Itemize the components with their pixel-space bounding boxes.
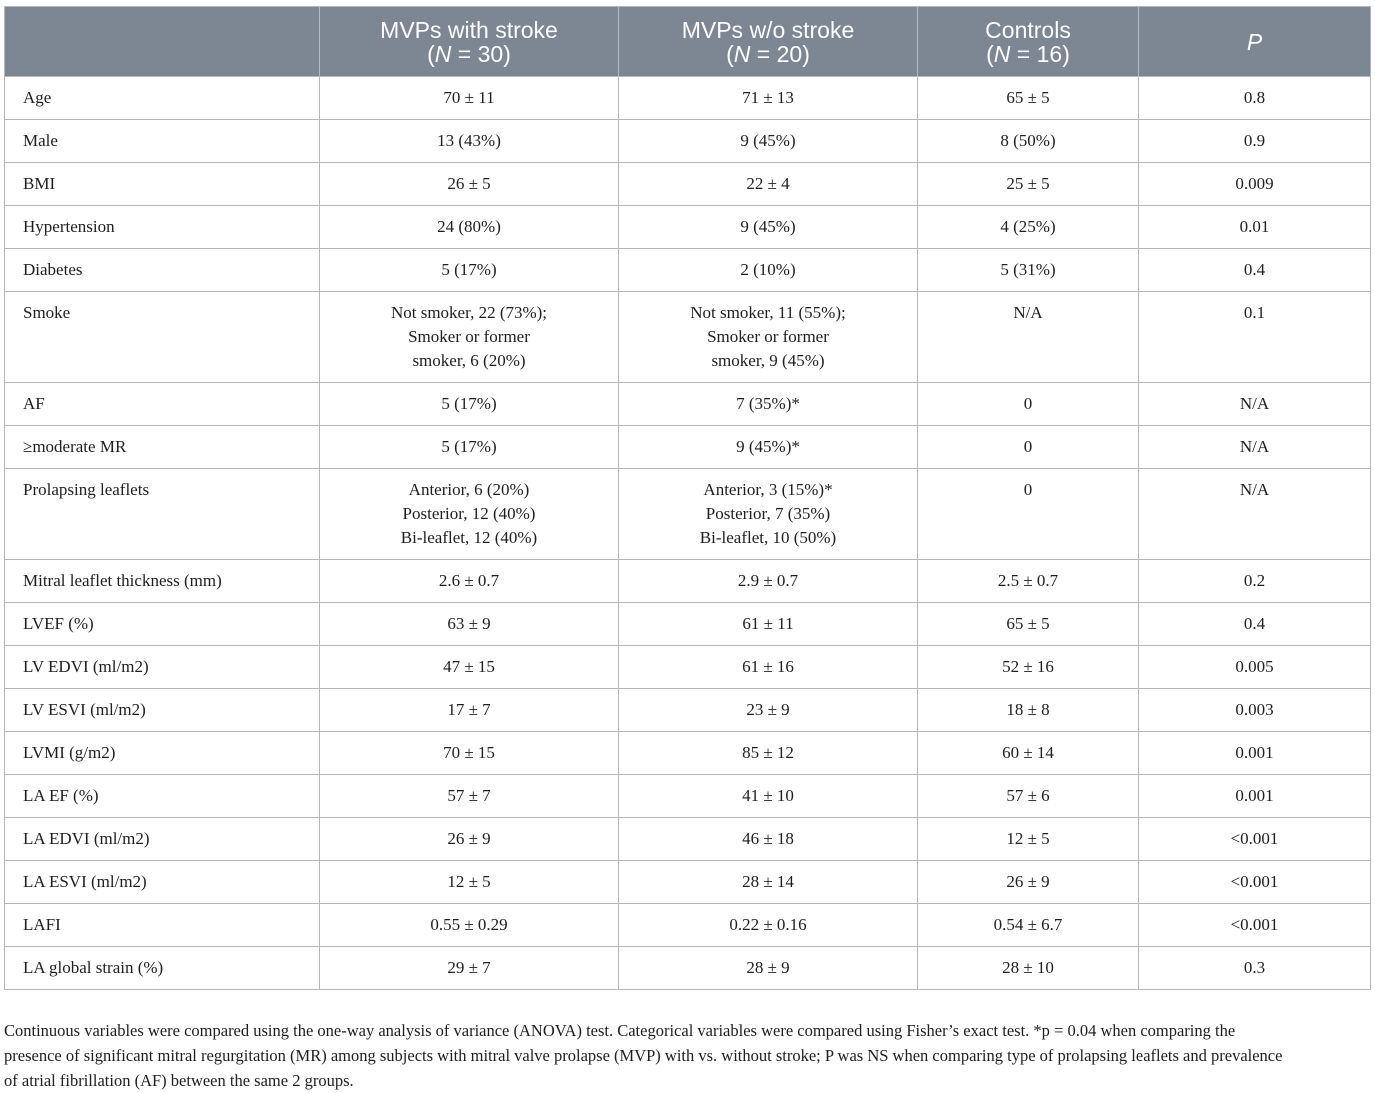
- table-container: [4, 6, 1370, 990]
- cell-controls: 52 ± 16: [918, 646, 1139, 689]
- cell-mvps-without-stroke: 61 ± 11: [619, 603, 918, 646]
- cell-controls: 12 ± 5: [918, 818, 1139, 861]
- cell-line: Smoker or former: [707, 327, 829, 346]
- cell-line: Bi-leaflet, 12 (40%): [400, 528, 538, 547]
- row-label: BMI: [5, 163, 320, 206]
- cell-line: Not smoker, 22 (73%);: [390, 303, 548, 322]
- cell-mvps-without-stroke: 28 ± 9: [619, 947, 918, 990]
- cell-mvps-with-stroke: [320, 292, 619, 383]
- cell-controls: 2.5 ± 0.7: [918, 560, 1139, 603]
- row-label: LA global strain (%): [5, 947, 320, 990]
- cell-line: smoker, 6 (20%): [412, 351, 526, 370]
- cell-p-value: N/A: [1139, 383, 1371, 426]
- cell-mvps-without-stroke: [619, 292, 918, 383]
- cell-mvps-without-stroke: 9 (45%)*: [619, 426, 918, 469]
- cell-mvps-without-stroke: 46 ± 18: [619, 818, 918, 861]
- row-label: ≥moderate MR: [5, 426, 320, 469]
- cell-controls: 4 (25%): [918, 206, 1139, 249]
- row-label: Smoke: [5, 292, 320, 383]
- cell-mvps-with-stroke: 70 ± 15: [320, 732, 619, 775]
- cell-mvps-without-stroke: [619, 469, 918, 560]
- cell-mvps-without-stroke: 2 (10%): [619, 249, 918, 292]
- cell-mvps-with-stroke: 24 (80%): [320, 206, 619, 249]
- cell-mvps-without-stroke: 61 ± 16: [619, 646, 918, 689]
- table-row: [5, 904, 1371, 947]
- row-label: Hypertension: [5, 206, 320, 249]
- cell-mvps-without-stroke: 41 ± 10: [619, 775, 918, 818]
- cell-mvps-with-stroke: 5 (17%): [320, 249, 619, 292]
- cell-controls: 0: [918, 426, 1139, 469]
- cell-p-value: <0.001: [1139, 861, 1371, 904]
- table-row: [5, 689, 1371, 732]
- row-label: LVMI (g/m2): [5, 732, 320, 775]
- footnote-line: Continuous variables were compared using the one-way analysis of variance (ANOVA) test. Categorical variables were compared using Fisher’s exact test. *p = 0.04 when comparing the: [4, 1021, 1236, 1040]
- cell-controls: 25 ± 5: [918, 163, 1139, 206]
- footnote-line: presence of significant mitral regurgitation (MR) among subjects with mitral valve prolapse (MVP) with vs. without stroke; P was NS when comparing type of prolapsing leaflets and prevalence: [4, 1046, 1283, 1065]
- table-header: [5, 7, 1371, 77]
- table-row: [5, 469, 1371, 560]
- cell-mvps-with-stroke: 26 ± 9: [320, 818, 619, 861]
- cell-mvps-without-stroke: 71 ± 13: [619, 77, 918, 120]
- cell-p-value: 0.005: [1139, 646, 1371, 689]
- cell-controls: 18 ± 8: [918, 689, 1139, 732]
- cell-p-value: 0.001: [1139, 732, 1371, 775]
- row-label: Prolapsing leaflets: [5, 469, 320, 560]
- row-label: Diabetes: [5, 249, 320, 292]
- cell-mvps-with-stroke: 17 ± 7: [320, 689, 619, 732]
- cell-controls: 0: [918, 383, 1139, 426]
- cell-p-value: 0.009: [1139, 163, 1371, 206]
- cell-mvps-with-stroke: 0.55 ± 0.29: [320, 904, 619, 947]
- cell-p-value: 0.4: [1139, 249, 1371, 292]
- cell-mvps-without-stroke: 0.22 ± 0.16: [619, 904, 918, 947]
- header-mvps-with-stroke: MVPs with stroke (N = 30): [320, 7, 619, 77]
- cell-p-value: 0.3: [1139, 947, 1371, 990]
- cell-mvps-without-stroke: 9 (45%): [619, 120, 918, 163]
- cell-p-value: 0.003: [1139, 689, 1371, 732]
- table-row: [5, 560, 1371, 603]
- table-body: [5, 77, 1371, 990]
- table-row: [5, 947, 1371, 990]
- cell-p-value: N/A: [1139, 426, 1371, 469]
- cell-mvps-without-stroke: 23 ± 9: [619, 689, 918, 732]
- cell-controls: 60 ± 14: [918, 732, 1139, 775]
- table-row: [5, 383, 1371, 426]
- cell-mvps-without-stroke: 2.9 ± 0.7: [619, 560, 918, 603]
- row-label: LA EDVI (ml/m2): [5, 818, 320, 861]
- table-row: [5, 861, 1371, 904]
- cell-mvps-with-stroke: 29 ± 7: [320, 947, 619, 990]
- cell-line: Posterior, 12 (40%): [402, 504, 536, 523]
- table-row: [5, 249, 1371, 292]
- cell-line: Anterior, 6 (20%): [408, 480, 530, 499]
- row-label: LA EF (%): [5, 775, 320, 818]
- cell-p-value: 0.01: [1139, 206, 1371, 249]
- cell-mvps-with-stroke: 5 (17%): [320, 383, 619, 426]
- table-row: [5, 163, 1371, 206]
- cell-controls: 0: [918, 469, 1139, 560]
- cell-controls: 0.54 ± 6.7: [918, 904, 1139, 947]
- cell-p-value: <0.001: [1139, 904, 1371, 947]
- cell-p-value: 0.001: [1139, 775, 1371, 818]
- cell-p-value: 0.8: [1139, 77, 1371, 120]
- cell-mvps-without-stroke: 85 ± 12: [619, 732, 918, 775]
- cell-mvps-with-stroke: 2.6 ± 0.7: [320, 560, 619, 603]
- cell-line: smoker, 9 (45%): [711, 351, 825, 370]
- header-mvps-without-stroke: MVPs w/o stroke (N = 20): [619, 7, 918, 77]
- cell-p-value: 0.1: [1139, 292, 1371, 383]
- cell-mvps-with-stroke: [320, 469, 619, 560]
- cell-line: Smoker or former: [408, 327, 530, 346]
- cell-mvps-with-stroke: 70 ± 11: [320, 77, 619, 120]
- row-label: LV ESVI (ml/m2): [5, 689, 320, 732]
- cell-line: Anterior, 3 (15%)*: [703, 480, 833, 499]
- cell-p-value: N/A: [1139, 469, 1371, 560]
- table-row: [5, 818, 1371, 861]
- row-label: Male: [5, 120, 320, 163]
- header-empty: [5, 7, 320, 77]
- cell-controls: 5 (31%): [918, 249, 1139, 292]
- table-row: [5, 646, 1371, 689]
- row-label: LV EDVI (ml/m2): [5, 646, 320, 689]
- cell-controls: 65 ± 5: [918, 77, 1139, 120]
- header-p-value: P: [1139, 7, 1371, 77]
- cell-controls: 28 ± 10: [918, 947, 1139, 990]
- cell-p-value: 0.4: [1139, 603, 1371, 646]
- row-label: LVEF (%): [5, 603, 320, 646]
- row-label: LA ESVI (ml/m2): [5, 861, 320, 904]
- cell-mvps-without-stroke: 7 (35%)*: [619, 383, 918, 426]
- cell-mvps-with-stroke: 5 (17%): [320, 426, 619, 469]
- footnote-line: of atrial fibrillation (AF) between the same 2 groups.: [4, 1071, 354, 1090]
- cell-mvps-without-stroke: 22 ± 4: [619, 163, 918, 206]
- table-row: [5, 292, 1371, 383]
- cell-line: Not smoker, 11 (55%);: [690, 303, 846, 322]
- cell-controls: 65 ± 5: [918, 603, 1139, 646]
- cell-controls: 26 ± 9: [918, 861, 1139, 904]
- cell-mvps-without-stroke: 28 ± 14: [619, 861, 918, 904]
- header-row: [5, 7, 1371, 77]
- table-footnote: [4, 1018, 1370, 1093]
- cell-mvps-without-stroke: 9 (45%): [619, 206, 918, 249]
- cell-mvps-with-stroke: 63 ± 9: [320, 603, 619, 646]
- data-table: [4, 6, 1371, 990]
- table-row: [5, 206, 1371, 249]
- cell-line: Posterior, 7 (35%): [705, 504, 831, 523]
- cell-mvps-with-stroke: 13 (43%): [320, 120, 619, 163]
- cell-p-value: 0.9: [1139, 120, 1371, 163]
- cell-mvps-with-stroke: 26 ± 5: [320, 163, 619, 206]
- cell-controls: N/A: [918, 292, 1139, 383]
- row-label: LAFI: [5, 904, 320, 947]
- cell-p-value: 0.2: [1139, 560, 1371, 603]
- row-label: Age: [5, 77, 320, 120]
- row-label: AF: [5, 383, 320, 426]
- row-label: Mitral leaflet thickness (mm): [5, 560, 320, 603]
- table-row: [5, 120, 1371, 163]
- header-controls: Controls (N = 16): [918, 7, 1139, 77]
- cell-line: Bi-leaflet, 10 (50%): [699, 528, 837, 547]
- table-row: [5, 775, 1371, 818]
- cell-controls: 57 ± 6: [918, 775, 1139, 818]
- table-row: [5, 77, 1371, 120]
- table-row: [5, 426, 1371, 469]
- table-row: [5, 732, 1371, 775]
- cell-mvps-with-stroke: 47 ± 15: [320, 646, 619, 689]
- cell-mvps-with-stroke: 12 ± 5: [320, 861, 619, 904]
- cell-p-value: <0.001: [1139, 818, 1371, 861]
- cell-controls: 8 (50%): [918, 120, 1139, 163]
- table-row: [5, 603, 1371, 646]
- cell-mvps-with-stroke: 57 ± 7: [320, 775, 619, 818]
